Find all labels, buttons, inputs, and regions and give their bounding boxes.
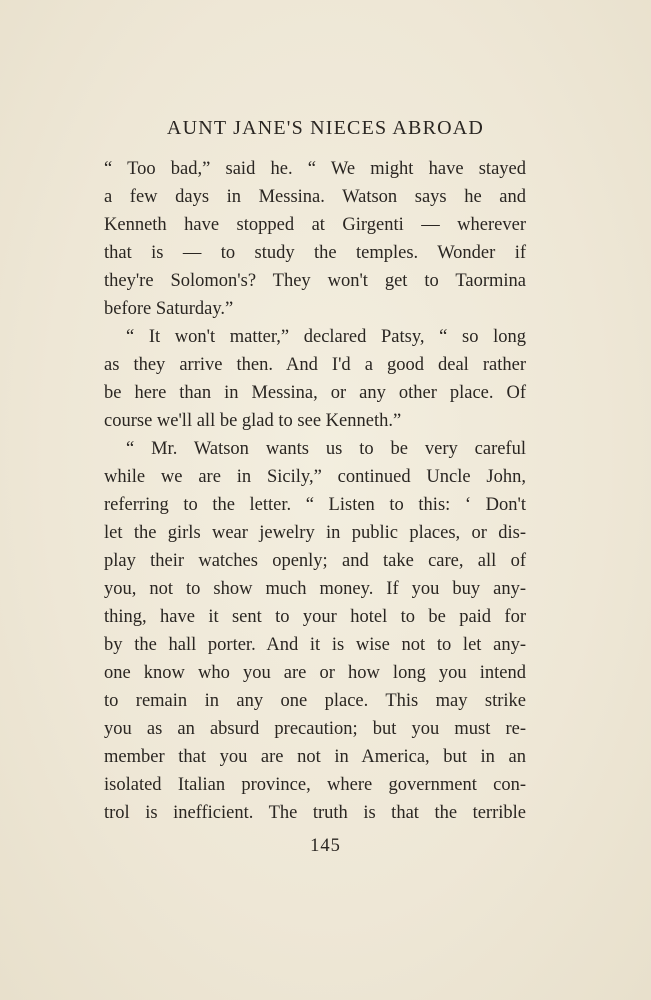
text-line: by the hall porter. And it is wise not to let any- [104, 635, 526, 655]
text-line: let the girls wear jewelry in public places, or dis- [104, 523, 526, 543]
text-line: “ It won't matter,” declared Patsy, “ so long [126, 327, 526, 347]
text-line: isolated Italian province, where government con- [104, 775, 526, 795]
text-line: thing, have it sent to your hotel to be paid for [104, 607, 526, 627]
text-line: course we'll all be glad to see Kenneth.” [104, 411, 402, 431]
text-line: they're Solomon's? They won't get to Taormina [104, 271, 526, 291]
text-line: trol is inefficient. The truth is that the terrible [104, 803, 526, 823]
text-line: Kenneth have stopped at Girgenti — wherever [104, 215, 526, 235]
text-line: to remain in any one place. This may strike [104, 691, 526, 711]
text-line: while we are in Sicily,” continued Uncle John, [104, 467, 526, 487]
text-line: that is — to study the temples. Wonder if [104, 243, 526, 263]
body-text [104, 155, 526, 827]
text-line: be here than in Messina, or any other place. Of [104, 383, 526, 403]
text-line: before Saturday.” [104, 299, 234, 319]
text-line: you, not to show much money. If you buy any- [104, 579, 526, 599]
running-head: AUNT JANE'S NIECES ABROAD [166, 117, 485, 139]
text-line: one know who you are or how long you intend [104, 663, 526, 683]
text-line: play their watches openly; and take care, all of [104, 551, 526, 571]
text-line: as they arrive then. And I'd a good deal rather [104, 355, 526, 375]
text-line: a few days in Messina. Watson says he and [104, 187, 526, 207]
page-number: 145 [310, 836, 341, 856]
text-line: “ Too bad,” said he. “ We might have stayed [104, 159, 526, 179]
text-line: you as an absurd precaution; but you must re- [104, 719, 526, 739]
text-line: member that you are not in America, but in an [104, 747, 526, 767]
text-line: “ Mr. Watson wants us to be very careful [126, 439, 526, 459]
text-line: referring to the letter. “ Listen to this: ‘ Don't [104, 495, 526, 515]
